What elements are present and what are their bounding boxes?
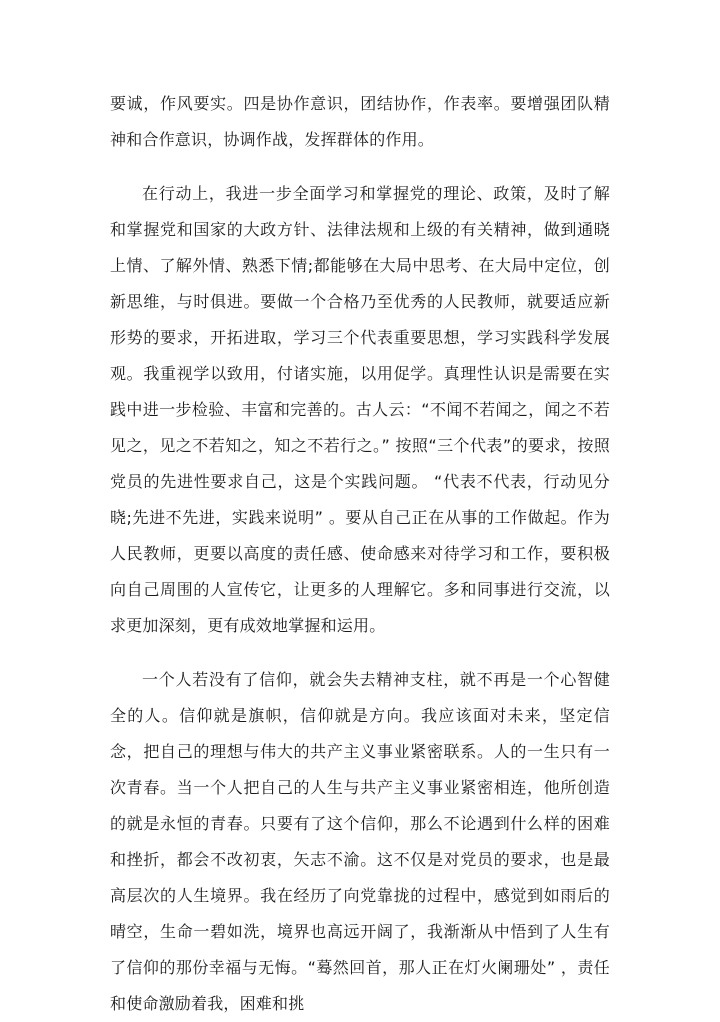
paragraph-belief: 一个人若没有了信仰，就会失去精神支柱，就不再是一个心智健全的人。信仰就是旗帜，信仰就是方向。我应该面对未来，坚定信念，把自己的理想与伟大的共产主义事业紧密联系。人的一生只有一次青春。当一个人把自己的人生与共产主义事业紧密相连，他所创造的就是永恒的青春。只要有了这个信仰，那么不论遇到什么样的困难和挫折，都会不改初衷，矢志不渝。这不仅是对党员的要求，也是最高层次的人生境界。我在经历了向党靠拢的过程中，感觉到如雨后的晴空，生命一碧如洗，境界也高远开阔了，我渐渐从中悟到了人生有了信仰的那份幸福与无悔。“蓦然回首，那人正在灯火阑珊处” ，责任和使命激励着我，困难和挑	[110, 670, 610, 1013]
paragraph-action: 在行动上，我进一步全面学习和掌握党的理论、政策，及时了解和掌握党和国家的大政方针、法律法规和上级的有关精神，做到通晓上情、了解外情、熟悉下情;都能够在大局中思考、在大局中定位，创新思维，与时俱进。要做一个合格乃至优秀的人民教师，就要适应新形势的要求，开拓进取，学习三个代表重要思想，学习实践科学发展观。我重视学以致用，付诸实施，以用促学。真理性认识是需要在实践中进一步检验、丰富和完善的。古人云：“不闻不若闻之，闻之不若见之，见之不若知之，知之不若行之。” 按照“三个代表”的要求，按照党员的先进性要求自己，这是个实践问题。 “代表不代表，行动见分晓;先进不先进，实践来说明” 。要从自己正在从事的工作做起。作为人民教师，更要以高度的责任感、使命感来对待学习和工作，要积极向自己周围的人宣传它，让更多的人理解它。多和同事进行交流，以求更加深刻，更有成效地掌握和运用。	[110, 184, 610, 635]
paragraph-continuation: 要诚，作风要实。四是协作意识，团结协作，作表率。要增强团队精神和合作意识，协调作战，发挥群体的作用。	[110, 94, 610, 149]
document-body	[110, 86, 610, 1022]
